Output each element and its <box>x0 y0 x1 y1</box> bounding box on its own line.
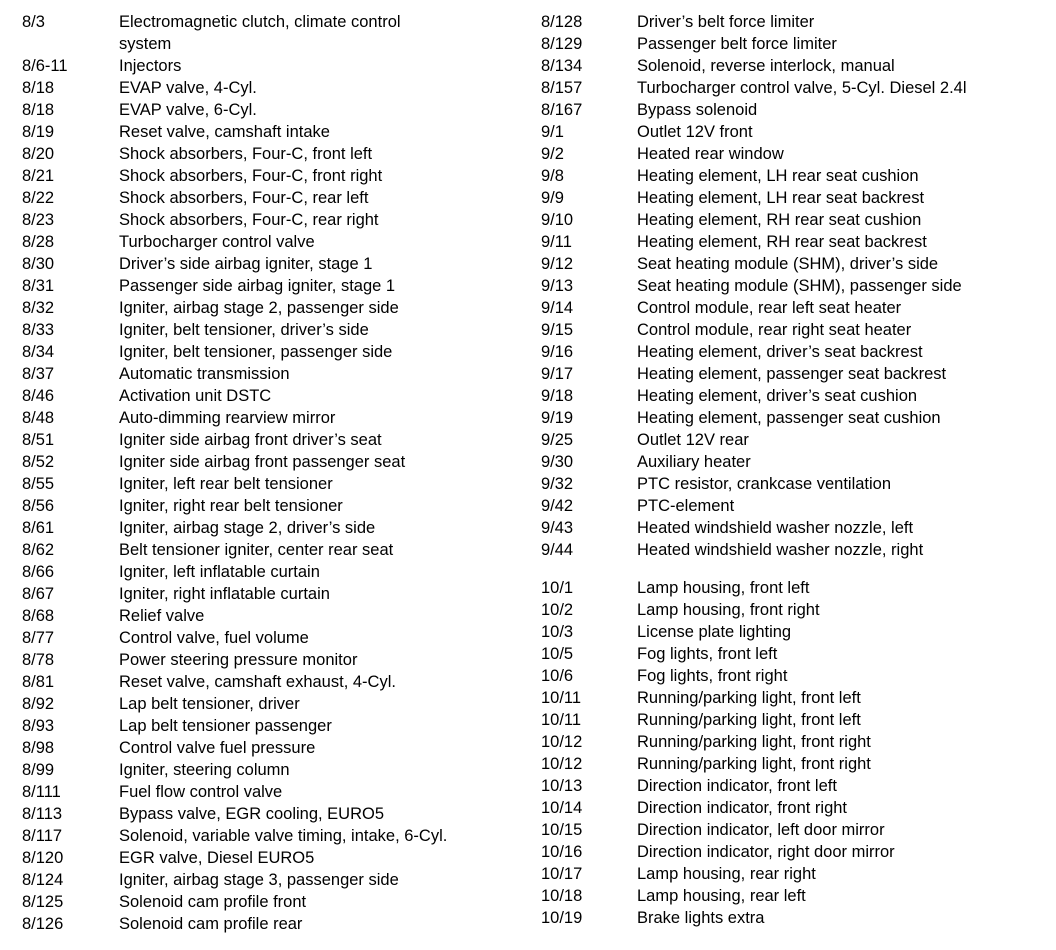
component-code: 8/134 <box>541 57 583 75</box>
component-code: 9/43 <box>541 519 574 537</box>
component-description: Lamp housing, rear right <box>637 865 816 883</box>
component-description: Control valve fuel pressure <box>119 739 316 757</box>
component-code: 8/129 <box>541 35 583 53</box>
component-row <box>22 869 522 891</box>
component-row <box>541 385 1041 407</box>
component-description: Igniter, right rear belt tensioner <box>119 497 343 515</box>
component-code: 10/13 <box>541 777 583 795</box>
component-description: Passenger belt force limiter <box>637 35 837 53</box>
component-code: 8/111 <box>22 783 61 801</box>
component-row <box>541 121 1041 143</box>
component-code: 8/3 <box>22 13 45 31</box>
component-code: 8/62 <box>22 541 55 559</box>
component-row <box>22 209 522 231</box>
component-description: Seat heating module (SHM), driver’s side <box>637 255 939 273</box>
component-row <box>541 429 1041 451</box>
component-code: 8/120 <box>22 849 64 867</box>
component-code: 10/12 <box>541 733 583 751</box>
component-code: 8/55 <box>22 475 55 493</box>
component-description: Lamp housing, front right <box>637 601 820 619</box>
component-description: Bypass solenoid <box>637 101 758 119</box>
component-code: 9/2 <box>541 145 564 163</box>
component-description: EGR valve, Diesel EURO5 <box>119 849 315 867</box>
component-row <box>541 451 1041 473</box>
component-row <box>22 737 522 759</box>
component-row <box>541 187 1041 209</box>
component-row <box>541 753 1041 775</box>
component-description: Lamp housing, front left <box>637 579 810 597</box>
component-row <box>22 649 522 671</box>
component-code: 10/5 <box>541 645 574 663</box>
component-description: Shock absorbers, Four-C, rear left <box>119 189 369 207</box>
component-description: Passenger side airbag igniter, stage 1 <box>119 277 396 295</box>
component-row <box>22 583 522 605</box>
component-description: Turbocharger control valve, 5-Cyl. Diesel 2.4l <box>637 79 967 97</box>
component-row <box>541 907 1041 929</box>
component-row <box>22 165 522 187</box>
component-code: 9/30 <box>541 453 574 471</box>
component-description: Igniter, belt tensioner, driver’s side <box>119 321 369 339</box>
component-code: 10/17 <box>541 865 583 883</box>
component-code: 9/12 <box>541 255 574 273</box>
component-description: EVAP valve, 4-Cyl. <box>119 79 257 97</box>
component-code: 10/15 <box>541 821 583 839</box>
component-code: 8/33 <box>22 321 55 339</box>
component-code: 8/30 <box>22 255 55 273</box>
component-code: 10/14 <box>541 799 583 817</box>
component-row <box>22 627 522 649</box>
component-description: Solenoid, reverse interlock, manual <box>637 57 895 75</box>
component-row <box>541 775 1041 797</box>
component-code: 8/126 <box>22 915 64 933</box>
component-group-10 <box>541 577 1041 929</box>
component-code: 10/16 <box>541 843 583 861</box>
component-code: 8/34 <box>22 343 55 361</box>
component-code: 10/3 <box>541 623 574 641</box>
component-description: Heated rear window <box>637 145 784 163</box>
component-row <box>541 77 1041 99</box>
component-description: PTC resistor, crankcase ventilation <box>637 475 892 493</box>
component-code: 8/93 <box>22 717 55 735</box>
component-row <box>541 797 1041 819</box>
component-description: Heated windshield washer nozzle, left <box>637 519 914 537</box>
component-row <box>22 451 522 473</box>
component-description: Heating element, RH rear seat cushion <box>637 211 922 229</box>
component-row <box>541 297 1041 319</box>
component-row <box>541 341 1041 363</box>
component-row <box>541 231 1041 253</box>
component-code: 8/77 <box>22 629 55 647</box>
component-description: EVAP valve, 6-Cyl. <box>119 101 257 119</box>
component-row <box>541 253 1041 275</box>
component-code: 8/19 <box>22 123 55 141</box>
component-description: Direction indicator, right door mirror <box>637 843 895 861</box>
component-code: 8/117 <box>22 827 63 845</box>
component-row <box>22 429 522 451</box>
component-code: 8/56 <box>22 497 55 515</box>
component-row <box>541 539 1041 561</box>
component-description: Reset valve, camshaft exhaust, 4-Cyl. <box>119 673 396 691</box>
component-code: 8/28 <box>22 233 55 251</box>
component-code: 8/128 <box>541 13 583 31</box>
component-list-left-column <box>22 11 522 935</box>
component-code: 8/18 <box>22 79 55 97</box>
component-description: Electromagnetic clutch, climate control system <box>119 13 401 53</box>
component-row <box>541 621 1041 643</box>
component-code: 8/20 <box>22 145 55 163</box>
component-code: 8/68 <box>22 607 55 625</box>
component-row <box>541 731 1041 753</box>
component-row <box>541 11 1041 33</box>
component-description: Running/parking light, front right <box>637 733 871 751</box>
component-row <box>541 885 1041 907</box>
component-row <box>22 605 522 627</box>
component-row <box>22 561 522 583</box>
component-code: 9/16 <box>541 343 574 361</box>
component-code: 8/46 <box>22 387 55 405</box>
component-description: Driver’s side airbag igniter, stage 1 <box>119 255 373 273</box>
component-row <box>22 539 522 561</box>
component-description: Igniter, right inflatable curtain <box>119 585 330 603</box>
component-description: Control module, rear left seat heater <box>637 299 902 317</box>
component-row <box>22 671 522 693</box>
component-code: 8/157 <box>541 79 583 97</box>
component-row <box>541 687 1041 709</box>
component-description: Igniter, airbag stage 2, driver’s side <box>119 519 376 537</box>
component-description: Power steering pressure monitor <box>119 651 358 669</box>
component-row <box>541 275 1041 297</box>
component-code: 8/31 <box>22 277 55 295</box>
component-description: Belt tensioner igniter, center rear seat <box>119 541 394 559</box>
component-code: 9/13 <box>541 277 574 295</box>
component-description: Bypass valve, EGR cooling, EURO5 <box>119 805 385 823</box>
component-row <box>541 495 1041 517</box>
component-code: 8/23 <box>22 211 55 229</box>
component-description: Running/parking light, front left <box>637 689 861 707</box>
component-code: 9/32 <box>541 475 574 493</box>
component-description: Shock absorbers, Four-C, front right <box>119 167 383 185</box>
component-description: Direction indicator, front right <box>637 799 848 817</box>
component-code: 8/21 <box>22 167 55 185</box>
component-row <box>541 577 1041 599</box>
component-description: Igniter, left inflatable curtain <box>119 563 320 581</box>
component-row <box>541 599 1041 621</box>
component-row <box>541 55 1041 77</box>
component-row <box>22 473 522 495</box>
component-description: Outlet 12V front <box>637 123 753 141</box>
component-row <box>22 517 522 539</box>
component-code: 9/15 <box>541 321 574 339</box>
component-row <box>22 297 522 319</box>
component-code: 9/9 <box>541 189 564 207</box>
component-description: Lap belt tensioner passenger <box>119 717 332 735</box>
component-description: Auto-dimming rearview mirror <box>119 409 336 427</box>
component-description: Running/parking light, front left <box>637 711 861 729</box>
component-code: 8/61 <box>22 519 55 537</box>
component-code: 9/17 <box>541 365 574 383</box>
component-row <box>541 819 1041 841</box>
component-code: 8/66 <box>22 563 55 581</box>
component-description: Solenoid cam profile rear <box>119 915 303 933</box>
component-code: 9/1 <box>541 123 564 141</box>
component-code: 10/19 <box>541 909 583 927</box>
component-description: Lamp housing, rear left <box>637 887 806 905</box>
component-description: Igniter, left rear belt tensioner <box>119 475 333 493</box>
component-row <box>541 209 1041 231</box>
component-row <box>541 143 1041 165</box>
component-list-right-column <box>541 11 1041 929</box>
component-description: Heated windshield washer nozzle, right <box>637 541 924 559</box>
component-description: Reset valve, camshaft intake <box>119 123 330 141</box>
component-description: Heating element, driver’s seat cushion <box>637 387 918 405</box>
component-row <box>22 253 522 275</box>
component-row <box>541 863 1041 885</box>
component-description: Turbocharger control valve <box>119 233 315 251</box>
component-code: 10/11 <box>541 711 582 729</box>
component-description: Heating element, driver’s seat backrest <box>637 343 923 361</box>
component-description: Driver’s belt force limiter <box>637 13 815 31</box>
component-description: Auxiliary heater <box>637 453 751 471</box>
component-row <box>22 99 522 121</box>
component-code: 10/6 <box>541 667 574 685</box>
component-code: 8/6-11 <box>22 57 68 75</box>
component-code: 10/18 <box>541 887 583 905</box>
component-description: Heating element, passenger seat cushion <box>637 409 941 427</box>
component-row <box>22 231 522 253</box>
component-description: Relief valve <box>119 607 205 625</box>
component-row <box>22 121 522 143</box>
component-description: Seat heating module (SHM), passenger side <box>637 277 962 295</box>
component-code: 9/8 <box>541 167 564 185</box>
component-description: Heating element, LH rear seat cushion <box>637 167 919 185</box>
group-spacer <box>541 561 1041 577</box>
component-row <box>22 825 522 847</box>
component-description: Shock absorbers, Four-C, rear right <box>119 211 379 229</box>
component-row <box>22 715 522 737</box>
component-code: 9/44 <box>541 541 574 559</box>
component-description: Direction indicator, front left <box>637 777 837 795</box>
component-row <box>22 77 522 99</box>
component-description: Fuel flow control valve <box>119 783 283 801</box>
component-group-8-9 <box>541 11 1041 561</box>
component-description: Control valve, fuel volume <box>119 629 309 647</box>
component-row <box>22 759 522 781</box>
component-description: PTC-element <box>637 497 735 515</box>
component-code: 8/78 <box>22 651 55 669</box>
component-row <box>22 385 522 407</box>
component-code: 8/22 <box>22 189 55 207</box>
component-description: Shock absorbers, Four-C, front left <box>119 145 373 163</box>
component-code: 8/81 <box>22 673 55 691</box>
component-description: Direction indicator, left door mirror <box>637 821 885 839</box>
component-code: 8/52 <box>22 453 55 471</box>
component-row <box>541 473 1041 495</box>
component-description: Igniter side airbag front passenger seat <box>119 453 406 471</box>
component-code: 10/2 <box>541 601 574 619</box>
component-row <box>541 643 1041 665</box>
component-description: Running/parking light, front right <box>637 755 871 773</box>
component-row <box>541 33 1041 55</box>
component-row <box>22 913 522 935</box>
component-row <box>22 11 522 55</box>
component-code: 8/18 <box>22 101 55 119</box>
component-description: Igniter, belt tensioner, passenger side <box>119 343 393 361</box>
component-row <box>22 55 522 77</box>
component-row <box>22 275 522 297</box>
component-row <box>22 693 522 715</box>
component-description: Injectors <box>119 57 182 75</box>
component-code: 9/25 <box>541 431 574 449</box>
component-description: Igniter, steering column <box>119 761 290 779</box>
component-code: 8/125 <box>22 893 64 911</box>
component-description: Heating element, passenger seat backrest <box>637 365 947 383</box>
component-row <box>541 407 1041 429</box>
component-code: 8/37 <box>22 365 55 383</box>
component-code: 8/124 <box>22 871 64 889</box>
component-code: 9/19 <box>541 409 574 427</box>
component-description: Solenoid cam profile front <box>119 893 307 911</box>
component-row <box>22 187 522 209</box>
component-row <box>541 517 1041 539</box>
component-code: 10/1 <box>541 579 574 597</box>
component-code: 10/12 <box>541 755 583 773</box>
component-row <box>22 363 522 385</box>
component-row <box>22 891 522 913</box>
component-row <box>541 665 1041 687</box>
component-description: Igniter side airbag front driver’s seat <box>119 431 382 449</box>
component-description: Automatic transmission <box>119 365 290 383</box>
component-row <box>22 847 522 869</box>
component-description: License plate lighting <box>637 623 792 641</box>
component-row <box>22 803 522 825</box>
component-code: 8/167 <box>541 101 583 119</box>
component-code: 8/48 <box>22 409 55 427</box>
component-row <box>22 341 522 363</box>
component-row <box>22 407 522 429</box>
component-code: 9/42 <box>541 497 574 515</box>
component-description: Heating element, LH rear seat backrest <box>637 189 925 207</box>
component-description: Outlet 12V rear <box>637 431 749 449</box>
component-description: Brake lights extra <box>637 909 765 927</box>
component-description: Control module, rear right seat heater <box>637 321 912 339</box>
component-code: 9/14 <box>541 299 574 317</box>
component-code: 8/113 <box>22 805 63 823</box>
component-row <box>541 841 1041 863</box>
component-code: 9/10 <box>541 211 574 229</box>
component-row <box>22 495 522 517</box>
component-row <box>541 319 1041 341</box>
component-code: 8/51 <box>22 431 55 449</box>
component-description: Fog lights, front right <box>637 667 788 685</box>
component-row <box>541 709 1041 731</box>
component-description: Solenoid, variable valve timing, intake, 6-Cyl. <box>119 827 448 845</box>
component-code: 8/99 <box>22 761 55 779</box>
component-row <box>541 99 1041 121</box>
component-row <box>22 319 522 341</box>
component-row <box>541 165 1041 187</box>
component-row <box>541 363 1041 385</box>
component-code: 8/67 <box>22 585 55 603</box>
component-row <box>22 143 522 165</box>
component-row <box>22 781 522 803</box>
component-code: 9/11 <box>541 233 572 251</box>
component-code: 8/32 <box>22 299 55 317</box>
component-description: Lap belt tensioner, driver <box>119 695 300 713</box>
component-description: Igniter, airbag stage 3, passenger side <box>119 871 399 889</box>
component-description: Activation unit DSTC <box>119 387 272 405</box>
component-code: 10/11 <box>541 689 582 707</box>
component-description: Igniter, airbag stage 2, passenger side <box>119 299 399 317</box>
component-code: 8/98 <box>22 739 55 757</box>
component-description: Fog lights, front left <box>637 645 778 663</box>
component-code: 9/18 <box>541 387 574 405</box>
component-description: Heating element, RH rear seat backrest <box>637 233 927 251</box>
component-code: 8/92 <box>22 695 55 713</box>
